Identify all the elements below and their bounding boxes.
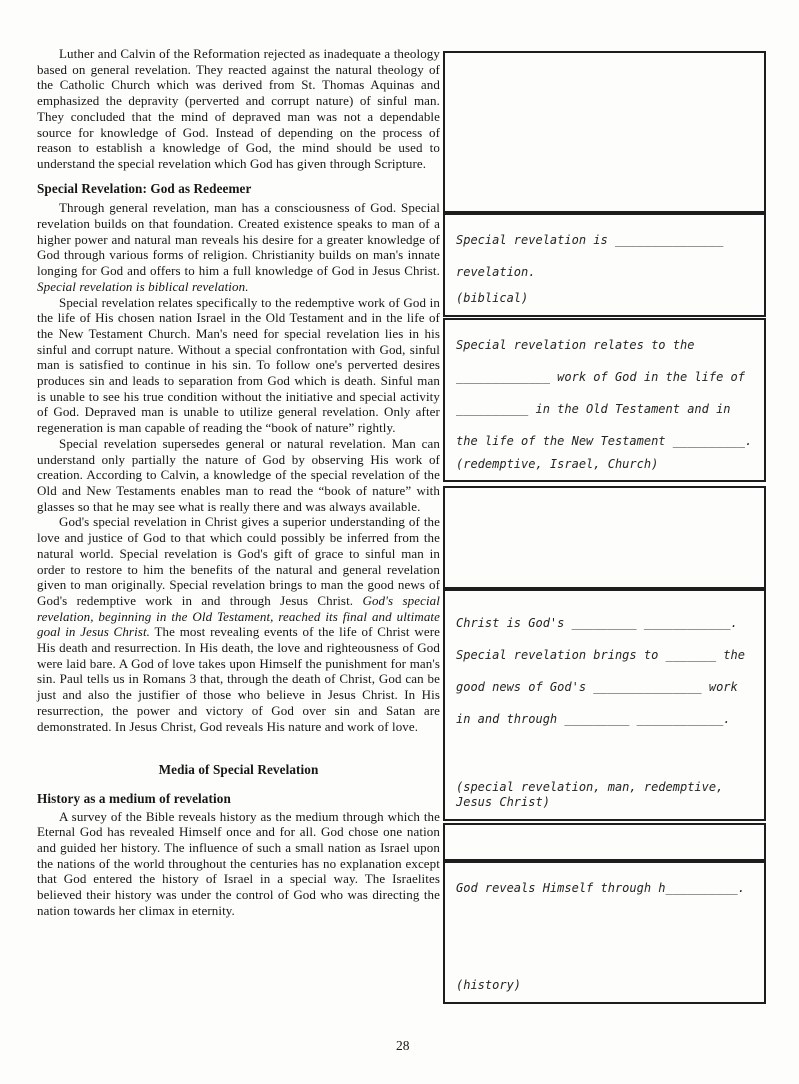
answer-key: (redemptive, Israel, Church): [456, 457, 659, 471]
answer-box-redemptive: [443, 318, 766, 482]
fill-in-line: _____________ work of God in the life of: [456, 370, 745, 384]
heading-special-revelation-redeemer: Special Revelation: God as Redeemer: [37, 180, 252, 196]
body-text-column: [37, 46, 440, 919]
heading-history-as-medium: History as a medium of revelation: [37, 790, 231, 806]
paragraph-history-survey: [37, 809, 440, 919]
paragraph-supersedes: [37, 436, 440, 515]
paragraph-text: Through general revelation, man has a consciousness of God. Special revelation builds on that foundation. Created existence speaks to man of a higher power and natural man reveals his desire for a greater knowledge of God through various forms of religion. Christianity builds on man's innate longing for God and offers to him a full knowledge of God in Jesus Christ.: [37, 200, 440, 279]
paragraph-christ-revelation: [37, 514, 440, 734]
fill-in-line: in and through _________ ____________.: [456, 712, 731, 726]
answer-key: (history): [456, 978, 522, 992]
paragraph-text: Special revelation supersedes general or natural revelation. Man can understand only partially the nature of God by observing His work of creation. According to Calvin, a knowledge of the special revelation of the Old and New Testaments enables man to read the “book of nature” with glasses so that he may see what is really there and was always available.: [37, 435, 440, 514]
answer-box-empty-1: [443, 51, 766, 213]
italic-emphasis: Special revelation is biblical revelation.: [37, 278, 249, 294]
fill-in-line: Special revelation brings to _______ the: [456, 648, 745, 662]
paragraph-text: Luther and Calvin of the Reformation rejected as inadequate a theology based on general revelation. They reacted against the natural theology of the Catholic Church which was derived from St. Thomas Aquinas and emphasized the depravity (perverted and corrupt nature) of sinful man. They concluded that the mind of depraved man was not a dependable source for knowledge of God. Instead of depending on the process of reason to establish a knowledge of God, the mind should be used to understand the special revelation which God has given through Scripture.: [37, 46, 440, 171]
answer-box-biblical: [443, 213, 766, 317]
fill-in-line: the life of the New Testament __________.: [456, 434, 753, 448]
paragraph-redemptive-work: [37, 295, 440, 436]
fill-in-line: Special revelation is _______________: [456, 233, 724, 247]
fill-in-line: good news of God's _______________ work: [456, 680, 738, 694]
paragraph-text: God's special revelation in Christ gives a superior understanding of the love and justice of God to that which could possibly be inferred from the natural world. Special revelation is God's gift of grace to sinful man in order to restore to him the benefits of the natural and general revelation given to man originally. Special revelation brings to man the good news of God's redemptive work in and through Jesus Christ.: [37, 514, 440, 608]
heading-media-of-special-revelation: Media of Special Revelation: [158, 762, 319, 778]
answer-box-christ: [443, 589, 766, 821]
paragraph-general-revelation: [37, 200, 440, 294]
answer-box-history: [443, 861, 766, 1004]
fill-in-line: Special revelation relates to the: [456, 338, 695, 352]
paragraph-text: A survey of the Bible reveals history as the medium through which the Eternal God has revealed Himself once and for all. God chose one nation and guided her history. The influence of such a small nation as Israel upon the nations of the world throughout the centuries has no explanation except that God entered the history of Israel in a special way. The Israelites believed their history was under the control of God who was directing the nation towards her climax in eternity.: [37, 808, 440, 918]
answer-key: (special revelation, man, redemptive, Jesus Christ): [456, 780, 724, 809]
italic-emphasis: God's special revelation, beginning in the Old Testament, reached its final and ultimate goal in Jesus Christ.: [37, 592, 440, 640]
fill-in-line: Christ is God's _________ ____________.: [456, 616, 738, 630]
answer-key: (biblical): [456, 291, 529, 305]
paragraph-text: The most revealing events of the life of Christ were His death and resurrection. In His death, the love and righteousness of God were laid bare. A God of love takes upon Himself the punishment for man's sin. Paul tells us in Romans 3 that, through the death of Christ, God can be just and also the justifier of those who believe in Jesus Christ. In His resurrection, the power and victory of God over sin and Satan are demonstrated. In Jesus Christ, God reveals His nature and work of love.: [37, 624, 440, 734]
fill-in-line: God reveals Himself through h__________.: [456, 881, 745, 895]
page-number: 28: [396, 1038, 410, 1053]
answer-box-empty-3: [443, 823, 766, 861]
answer-box-empty-2: [443, 486, 766, 589]
paragraph-text: Special revelation relates specifically to the redemptive work of God in the life of His chosen nation Israel in the Old Testament and in the life of the New Testament Church. Man's need for special revelation lies in his sinful and corrupt nature. Without a special confrontation with God, sinful man is satisfied to continue in his sin. To follow one's perverted desires produces sin and leads to separation from God which is death. Sinful man is unable to see his true condition without the initiative and special activity of God. Depraved man is unable to utilize general revelation. Only after regeneration is man capable of reading the “book of nature” rightly.: [37, 294, 440, 436]
fill-in-line: __________ in the Old Testament and in: [456, 402, 731, 416]
fill-in-line: revelation.: [456, 265, 536, 279]
paragraph-luther-calvin: [37, 46, 440, 172]
